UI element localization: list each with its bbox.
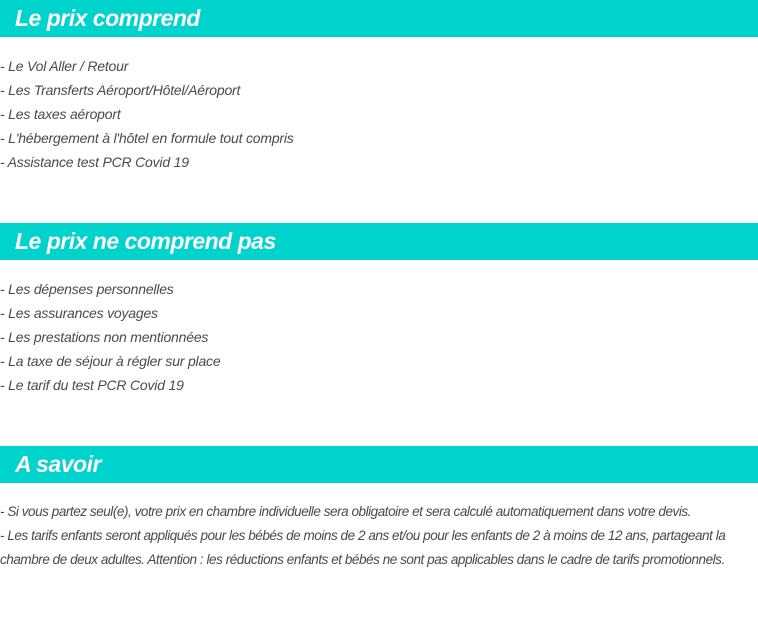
paragraph-single-room: - Si vous partez seul(e), votre prix en chambre individuelle sera obligatoire et sera calculé automatiquement dans votre devis. <box>0 504 691 519</box>
section-title: Le prix comprend <box>15 5 200 31</box>
list-item: - Le Vol Aller / Retour <box>0 58 129 74</box>
included-list <box>0 37 758 174</box>
section-header <box>0 223 758 260</box>
section-header <box>0 446 758 483</box>
list-item: - Les assurances voyages <box>0 305 158 321</box>
section-header <box>0 0 758 37</box>
not-included-list <box>0 260 758 397</box>
list-item: - Les prestations non mentionnées <box>0 329 209 345</box>
section-good-to-know <box>0 446 758 572</box>
list-item: - L'hébergement à l'hôtel en formule tout compris <box>0 130 294 146</box>
section-not-included <box>0 223 758 446</box>
list-item: - Le tarif du test PCR Covid 19 <box>0 377 184 393</box>
paragraph-child-rates: - Les tarifs enfants seront appliqués pour les bébés de moins de 2 ans et/ou pour les enfants de 2 à moins de 12 ans, partageant la chambre de deux adultes. Attention : les réductions enfants et bébés ne sont pas applicables dans le cadre de tarifs promotionnels. <box>0 528 726 567</box>
section-included <box>0 0 758 223</box>
section-title: Le prix ne comprend pas <box>15 228 276 254</box>
list-item: - Les Transferts Aéroport/Hôtel/Aéroport <box>0 82 241 98</box>
list-item: - Assistance test PCR Covid 19 <box>0 154 189 170</box>
list-item: - La taxe de séjour à régler sur place <box>0 353 221 369</box>
list-item: - Les taxes aéroport <box>0 106 121 122</box>
section-title: A savoir <box>15 451 101 477</box>
list-item: - Les dépenses personnelles <box>0 281 174 297</box>
good-to-know-text <box>0 483 758 572</box>
